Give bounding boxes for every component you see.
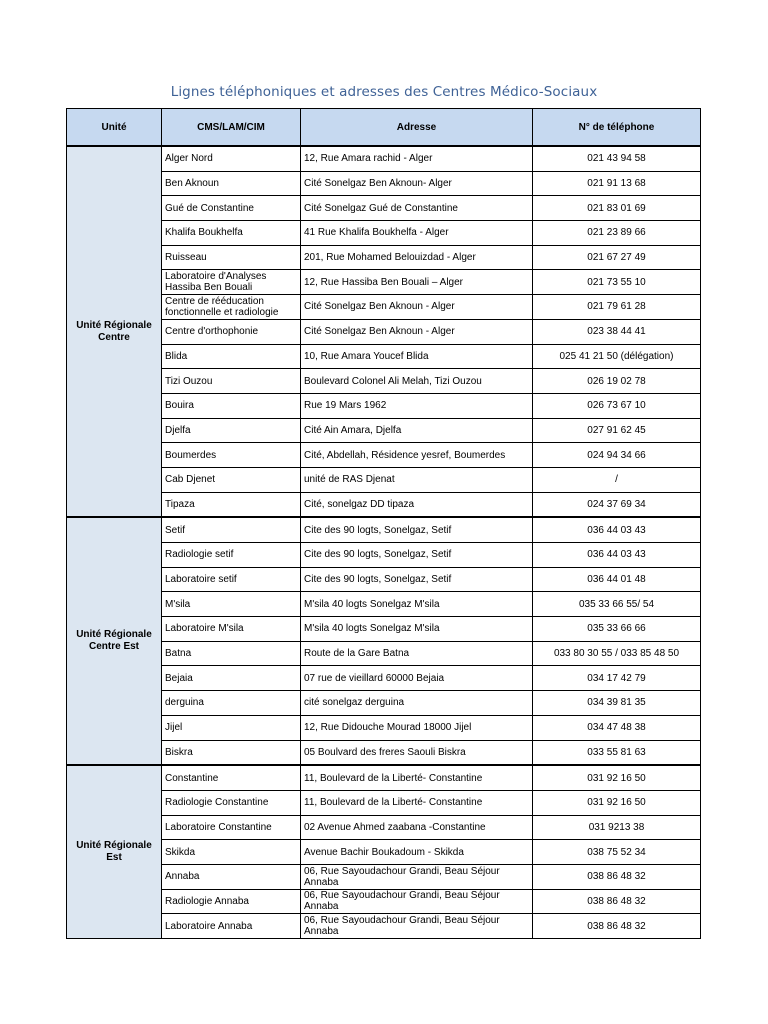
address-cell: Boulevard Colonel Ali Melah, Tizi Ouzou (301, 369, 533, 394)
table-row (67, 740, 701, 765)
address-cell: 06, Rue Sayoudachour Grandi, Beau Séjour Annaba (301, 914, 533, 939)
address-cell: Route de la Gare Batna (301, 641, 533, 666)
cms-cell: Laboratoire Constantine (162, 815, 301, 840)
address-cell: Rue 19 Mars 1962 (301, 393, 533, 418)
header-unit: Unité (67, 109, 162, 147)
phone-cell: 034 39 81 35 (533, 691, 701, 716)
phone-cell: 031 92 16 50 (533, 790, 701, 815)
phone-cell: 024 37 69 34 (533, 492, 701, 517)
phone-cell: 031 92 16 50 (533, 765, 701, 790)
cms-cell: Bouira (162, 393, 301, 418)
centres-table (66, 108, 701, 939)
phone-cell: 024 94 34 66 (533, 443, 701, 468)
address-cell: 07 rue de vieillard 60000 Bejaia (301, 666, 533, 691)
table-row (67, 765, 701, 790)
table-row (67, 245, 701, 270)
phone-cell: 036 44 01 48 (533, 567, 701, 592)
address-cell: Cité Sonelgaz Gué de Constantine (301, 196, 533, 221)
cms-cell: Biskra (162, 740, 301, 765)
table-row (67, 617, 701, 642)
table-row (67, 319, 701, 344)
phone-cell: 025 41 21 50 (délégation) (533, 344, 701, 369)
cms-cell: Annaba (162, 864, 301, 889)
table-row (67, 641, 701, 666)
table-row (67, 864, 701, 889)
phone-cell: 026 19 02 78 (533, 369, 701, 394)
table-row (67, 715, 701, 740)
table-row (67, 543, 701, 568)
unit-cell: Unité Régionale Centre (67, 146, 162, 517)
address-cell: 12, Rue Amara rachid - Alger (301, 146, 533, 171)
address-cell: 06, Rue Sayoudachour Grandi, Beau Séjour Annaba (301, 889, 533, 914)
phone-cell: 021 79 61 28 (533, 295, 701, 320)
table-row (67, 567, 701, 592)
phone-cell: 036 44 03 43 (533, 517, 701, 542)
cms-cell: Constantine (162, 765, 301, 790)
phone-cell: 033 55 81 63 (533, 740, 701, 765)
table-row (67, 369, 701, 394)
phone-cell: 021 23 89 66 (533, 221, 701, 246)
table-row (67, 691, 701, 716)
table-row (67, 592, 701, 617)
phone-cell: 021 91 13 68 (533, 171, 701, 196)
cms-cell: Radiologie Annaba (162, 889, 301, 914)
phone-cell: 035 33 66 55/ 54 (533, 592, 701, 617)
phone-cell: 021 73 55 10 (533, 270, 701, 295)
cms-cell: Setif (162, 517, 301, 542)
cms-cell: Cab Djenet (162, 467, 301, 492)
address-cell: 05 Boulvard des freres Saouli Biskra (301, 740, 533, 765)
address-cell: Cité Sonelgaz Ben Aknoun - Alger (301, 295, 533, 320)
table-header-row (67, 109, 701, 147)
table-row (67, 171, 701, 196)
address-cell: 11, Boulevard de la Liberté- Constantine (301, 790, 533, 815)
table-row (67, 196, 701, 221)
address-cell: Cité Sonelgaz Ben Aknoun - Alger (301, 319, 533, 344)
phone-cell: 031 9213 38 (533, 815, 701, 840)
address-cell: 12, Rue Hassiba Ben Bouali – Alger (301, 270, 533, 295)
header-phone: N° de téléphone (533, 109, 701, 147)
phone-cell: 021 67 27 49 (533, 245, 701, 270)
address-cell: Cite des 90 logts, Sonelgaz, Setif (301, 543, 533, 568)
cms-cell: Laboratoire setif (162, 567, 301, 592)
table-row (67, 914, 701, 939)
cms-cell: Radiologie Constantine (162, 790, 301, 815)
header-address: Adresse (301, 109, 533, 147)
phone-cell: 026 73 67 10 (533, 393, 701, 418)
cms-cell: Alger Nord (162, 146, 301, 171)
table-row (67, 467, 701, 492)
address-cell: Cité, sonelgaz DD tipaza (301, 492, 533, 517)
table-row (67, 889, 701, 914)
address-cell: Cite des 90 logts, Sonelgaz, Setif (301, 567, 533, 592)
cms-cell: Radiologie setif (162, 543, 301, 568)
cms-cell: Laboratoire Annaba (162, 914, 301, 939)
header-cms: CMS/LAM/CIM (162, 109, 301, 147)
address-cell: Cité Ain Amara, Djelfa (301, 418, 533, 443)
address-cell: 02 Avenue Ahmed zaabana -Constantine (301, 815, 533, 840)
cms-cell: Tipaza (162, 492, 301, 517)
phone-cell: 035 33 66 66 (533, 617, 701, 642)
table-row (67, 295, 701, 320)
table-row (67, 344, 701, 369)
address-cell: unité de RAS Djenat (301, 467, 533, 492)
phone-cell: 027 91 62 45 (533, 418, 701, 443)
address-cell: 201, Rue Mohamed Belouizdad - Alger (301, 245, 533, 270)
phone-cell: 036 44 03 43 (533, 543, 701, 568)
phone-cell: 021 43 94 58 (533, 146, 701, 171)
cms-cell: Ben Aknoun (162, 171, 301, 196)
table-body (67, 146, 701, 939)
phone-cell: 038 86 48 32 (533, 889, 701, 914)
address-cell: Cité Sonelgaz Ben Aknoun- Alger (301, 171, 533, 196)
table-row (67, 790, 701, 815)
phone-cell: 038 86 48 32 (533, 864, 701, 889)
cms-cell: Batna (162, 641, 301, 666)
address-cell: Cité, Abdellah, Résidence yesref, Boumerdes (301, 443, 533, 468)
table-row (67, 418, 701, 443)
cms-cell: Centre de rééducation fonctionnelle et radiologie (162, 295, 301, 320)
phone-cell: / (533, 467, 701, 492)
cms-cell: Skikda (162, 840, 301, 865)
table-row (67, 393, 701, 418)
address-cell: M'sila 40 logts Sonelgaz M'sila (301, 592, 533, 617)
cms-cell: derguina (162, 691, 301, 716)
phone-cell: 034 17 42 79 (533, 666, 701, 691)
cms-cell: Boumerdes (162, 443, 301, 468)
phone-cell: 021 83 01 69 (533, 196, 701, 221)
cms-cell: Laboratoire M'sila (162, 617, 301, 642)
address-cell: 41 Rue Khalifa Boukhelfa - Alger (301, 221, 533, 246)
address-cell: Avenue Bachir Boukadoum - Skikda (301, 840, 533, 865)
cms-cell: Tizi Ouzou (162, 369, 301, 394)
phone-cell: 038 75 52 34 (533, 840, 701, 865)
address-cell: M'sila 40 logts Sonelgaz M'sila (301, 617, 533, 642)
phone-cell: 038 86 48 32 (533, 914, 701, 939)
cms-cell: Ruisseau (162, 245, 301, 270)
cms-cell: Laboratoire d'Analyses Hassiba Ben Bouali (162, 270, 301, 295)
table-row (67, 840, 701, 865)
unit-cell: Unité Régionale Est (67, 765, 162, 938)
document-title: Lignes téléphoniques et adresses des Centres Médico-Sociaux (170, 84, 598, 100)
table-row (67, 270, 701, 295)
cms-cell: Khalifa Boukhelfa (162, 221, 301, 246)
cms-cell: Centre d'orthophonie (162, 319, 301, 344)
cms-cell: Bejaia (162, 666, 301, 691)
address-cell: 10, Rue Amara Youcef Blida (301, 344, 533, 369)
table-row (67, 146, 701, 171)
table-row (67, 815, 701, 840)
address-cell: cité sonelgaz derguina (301, 691, 533, 716)
phone-cell: 034 47 48 38 (533, 715, 701, 740)
cms-cell: M'sila (162, 592, 301, 617)
table-row (67, 221, 701, 246)
address-cell: 06, Rue Sayoudachour Grandi, Beau Séjour Annaba (301, 864, 533, 889)
table-row (67, 666, 701, 691)
unit-cell: Unité Régionale Centre Est (67, 517, 162, 765)
table-row (67, 443, 701, 468)
cms-cell: Jijel (162, 715, 301, 740)
table-row (67, 492, 701, 517)
cms-cell: Gué de Constantine (162, 196, 301, 221)
table-row (67, 517, 701, 542)
cms-cell: Djelfa (162, 418, 301, 443)
phone-cell: 023 38 44 41 (533, 319, 701, 344)
address-cell: Cite des 90 logts, Sonelgaz, Setif (301, 517, 533, 542)
address-cell: 11, Boulevard de la Liberté- Constantine (301, 765, 533, 790)
cms-cell: Blida (162, 344, 301, 369)
phone-cell: 033 80 30 55 / 033 85 48 50 (533, 641, 701, 666)
address-cell: 12, Rue Didouche Mourad 18000 Jijel (301, 715, 533, 740)
